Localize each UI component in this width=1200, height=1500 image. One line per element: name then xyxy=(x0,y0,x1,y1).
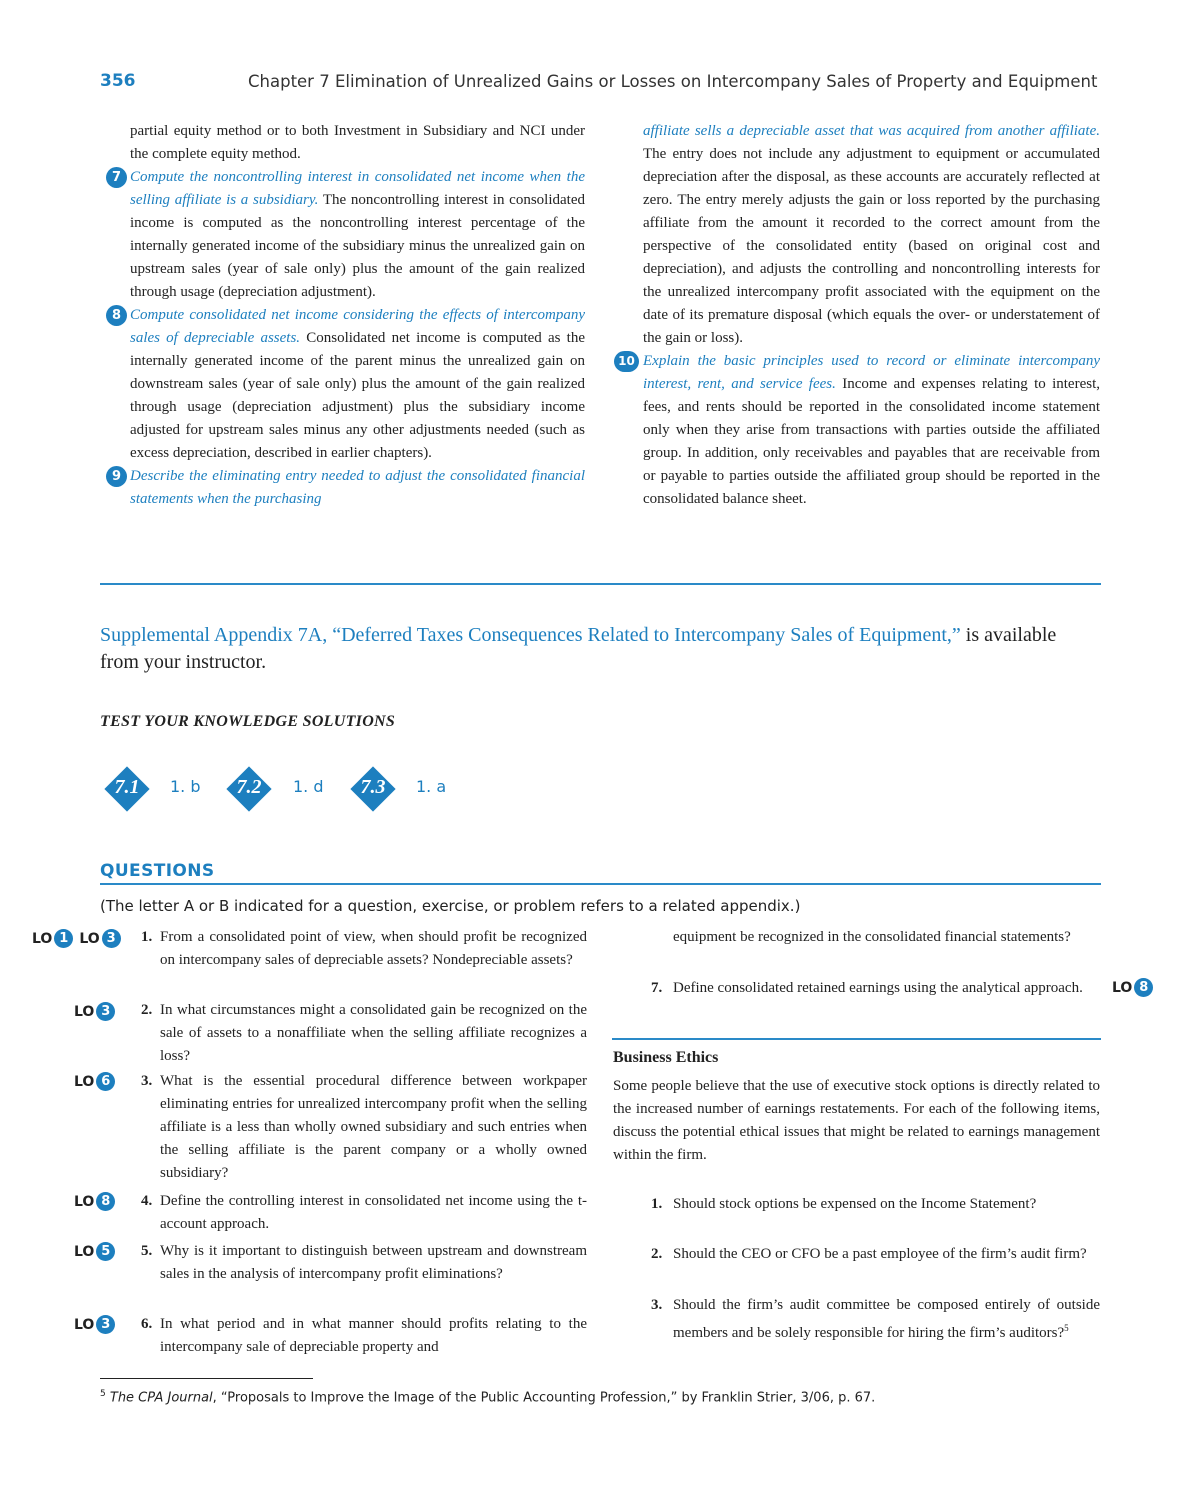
lo-marker: LO 8 xyxy=(74,1192,115,1211)
objective-body: Consolidated net income is computed as the internally generated income of the parent minus the unrealized gain on downstream sales (year of sale only) plus the amount of the gain realized through usage (depreciation adjustment) plus the subsidiary income adjusted for upstream sales minus any other adjustments needed (such as excess depreciation, described in earlier chapters). xyxy=(130,330,585,461)
footnote-journal: The CPA Journal xyxy=(109,1390,213,1406)
summary-left-intro: partial equity method or to both Investment in Subsidiary and NCI under the complete equity method. xyxy=(130,123,585,162)
footnote xyxy=(100,1389,875,1405)
objective-body: The entry does not include any adjustment to equipment or accumulated depreciation after the disposal, as these accounts are accurately reflected at zero. The entry merely adjusts the gain or loss reported by the purchasing affiliate from the amount it recorded to the correct amount from the perspective of the consolidated entity (based on original cost and depreciation), and adjusts the controlling and noncontrolling interests for the unrealized intercompany profit associated with the equipment on the date of its premature disposal (which equals the over- or understatement of the gain or loss). xyxy=(643,146,1100,346)
summary-divider xyxy=(100,583,1101,585)
objective-lead: affiliate sells a depreciable asset that was acquired from another affiliate. xyxy=(643,123,1100,139)
appendix-title: Supplemental Appendix 7A, “Deferred Taxes Consequences Related to Intercompany Sales of Equipment,” xyxy=(100,624,961,646)
objective-lead: Describe the eliminating entry needed to adjust the consolidated financial statements when the purchasing xyxy=(130,468,585,507)
summary-left-column xyxy=(111,120,585,511)
footnote-divider xyxy=(100,1378,313,1379)
objective-lead: Explain the basic principles used to record or eliminate intercompany interest, rent, and service fees. xyxy=(643,353,1100,392)
tyk-diamond-7-2 xyxy=(225,765,273,813)
lo-marker: LO 8 xyxy=(1112,978,1153,997)
lo-marker: LO 3 xyxy=(74,1315,115,1334)
objective-body: The noncontrolling interest in consolidated income is computed as the noncontrolling interest percentage of the internally generated income of the subsidiary minus the unrealized gain on upstream sales (year of sale only) plus the amount of the gain realized through usage (depreciation adjustment). xyxy=(130,192,585,300)
objective-body: Income and expenses relating to interest, fees, and rents should be reported in the consolidated income statement only when they arise from transactions with parties outside the affiliated group. In addition, only receivables and payables that are receivable from or payable to parties outside the affiliated group should be reported in the consolidated balance sheet. xyxy=(643,376,1100,507)
learning-objective-9-continued xyxy=(643,120,1100,350)
tyk-answer: 1. a xyxy=(416,777,447,796)
lo-number-badge: 5 xyxy=(96,1242,115,1261)
learning-objective-7 xyxy=(111,166,585,304)
question-5: 5. Why is it important to distinguish between upstream and downstream sales in the analysis of intercompany profit eliminations? xyxy=(141,1243,587,1282)
learning-objective-8 xyxy=(111,304,585,465)
question-6: 6. In what period and in what manner should profits relating to the intercompany sale of depreciable property and xyxy=(141,1316,587,1355)
question-2: 2. In what circumstances might a consolidated gain be recognized on the sale of assets to a nonaffiliate when the selling affiliate recognizes a loss? xyxy=(141,1002,587,1064)
tyk-diamond-7-3 xyxy=(349,765,397,813)
ethics-item-3: 3. Should the firm’s audit committee be composed entirely of outside members and be solely responsible for hiring the firm’s auditors?$^5$ xyxy=(651,1297,1100,1341)
tyk-answer: 1. d xyxy=(293,777,324,796)
question-7: 7. Define consolidated retained earnings using the analytical approach. xyxy=(651,980,1083,996)
appendix-note xyxy=(100,622,1100,676)
ethics-item-2: 2. Should the CEO or CFO be a past employee of the firm’s audit firm? xyxy=(651,1246,1087,1262)
business-ethics-heading: Business Ethics xyxy=(613,1049,719,1066)
objective-number-badge: 10 xyxy=(614,351,639,372)
lo-marker: LO 3 xyxy=(74,1002,115,1021)
lo-number-badge: 1 xyxy=(54,929,73,948)
lo-marker: LO 6 xyxy=(74,1072,115,1091)
tyk-label: 7.1 xyxy=(114,776,140,798)
footnote-marker: 5 xyxy=(100,1389,106,1399)
lo-number-badge: 3 xyxy=(102,929,121,948)
questions-divider xyxy=(100,883,1101,885)
lo-marker: LO 1 LO 3 xyxy=(32,929,121,948)
footnote-text: , “Proposals to Improve the Image of the Public Accounting Profession,” by Franklin Strier, 3/06, p. 67. xyxy=(212,1390,876,1406)
objective-number-badge: 7 xyxy=(106,167,127,188)
objective-number-badge: 9 xyxy=(106,466,127,487)
lo-number-badge: 6 xyxy=(96,1072,115,1091)
tyk-diamond-7-1 xyxy=(103,765,151,813)
footnote-reference[interactable]: 5 xyxy=(1064,1323,1069,1333)
running-head: Chapter 7 Elimination of Unrealized Gains or Losses on Intercompany Sales of Property and Equipment xyxy=(248,72,1098,91)
page-number: 356 xyxy=(100,71,136,91)
learning-objective-10 xyxy=(618,350,1100,511)
tyk-label: 7.3 xyxy=(360,776,386,798)
tyk-label: 7.2 xyxy=(236,776,262,798)
questions-heading: QUESTIONS xyxy=(100,861,215,881)
question-4: 4. Define the controlling interest in consolidated net income using the t-account approach. xyxy=(141,1193,587,1232)
lo-number-badge: 8 xyxy=(1134,978,1153,997)
tyk-answer: 1. b xyxy=(170,777,201,796)
summary-right-column xyxy=(618,120,1100,511)
lo-number-badge: 8 xyxy=(96,1192,115,1211)
test-your-knowledge-heading: TEST YOUR KNOWLEDGE SOLUTIONS xyxy=(100,713,396,730)
learning-objective-9 xyxy=(111,465,585,511)
questions-note: (The letter A or B indicated for a question, exercise, or problem refers to a related appendix.) xyxy=(100,897,801,915)
lo-marker: LO 5 xyxy=(74,1242,115,1261)
question-1: 1. From a consolidated point of view, when should profit be recognized on intercompany sales of depreciable assets? Nondepreciable assets? xyxy=(141,929,587,968)
lo-number-badge: 3 xyxy=(96,1315,115,1334)
objective-lead: Compute the noncontrolling interest in consolidated net income when the selling affiliate is a subsidiary. xyxy=(130,169,585,208)
question-3: 3. What is the essential procedural difference between workpaper eliminating entries for unrealized intercompany profit when the selling affiliate is a less than wholly owned subsidiary and such entries when the selling affiliate is the parent company or a wholly owned subsidiary? xyxy=(141,1073,587,1181)
business-ethics-intro: Some people believe that the use of executive stock options is directly related to the increased number of earnings restatements. For each of the following items, discuss the potential ethical issues that might be related to earnings management within the firm. xyxy=(613,1078,1100,1163)
objective-number-badge: 8 xyxy=(106,305,127,326)
appendix-availability: is available from your instructor. xyxy=(100,624,1057,673)
lo-number-badge: 3 xyxy=(96,1002,115,1021)
ethics-divider xyxy=(612,1038,1101,1040)
ethics-item-1: 1. Should stock options be expensed on the Income Statement? xyxy=(651,1196,1037,1212)
question-6-continued: equipment be recognized in the consolidated financial statements? xyxy=(673,929,1071,945)
objective-lead: Compute consolidated net income considering the effects of intercompany sales of depreciable assets. xyxy=(130,307,585,346)
